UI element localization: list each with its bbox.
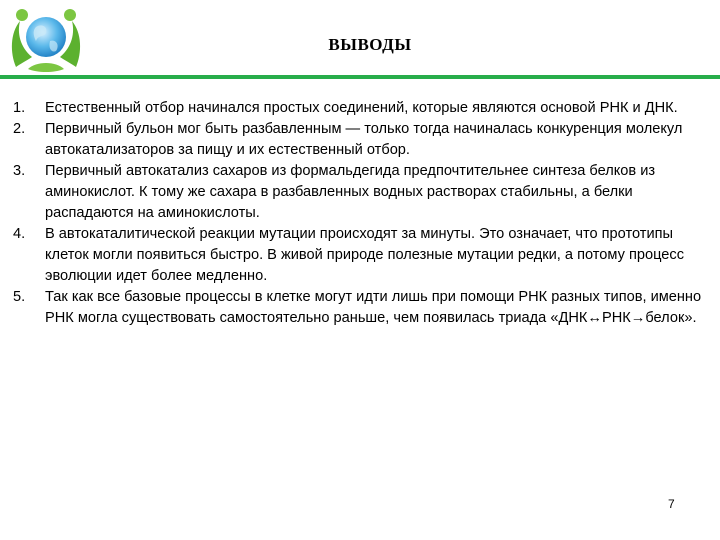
page-number: 7 [668,497,675,511]
list-item-text: Первичный бульон мог быть разбавленным — только тогда начиналась конкуренция молекул автокатализаторов за пищу и их естественный отбор. [45,121,683,158]
list-item-number: 5. [13,289,26,305]
list-item-text: Естественный отбор начинался простых соединений, которые являются основой РНК и ДНК. [45,100,678,116]
list-item-text: Первичный автокатализ сахаров из формальдегида предпочтительнее синтеза белков из аминокислот. К тому же сахара в разбавленных водных растворах стабильны, а белки распадаются на аминокислоты. [45,163,656,221]
list-item-number: 1. [13,100,26,116]
list-item [13,224,703,287]
list-item-number: 4. [13,226,26,242]
list-item [13,287,703,329]
list-item-text: В автокаталитической реакции мутации происходят за минуты. Это означает, что прототипы клеток могли появиться быстро. В живой природе полезные мутации редки, а потому процесс эволюции идет более медленно. [45,226,685,284]
slide-title: ВЫВОДЫ [328,35,412,54]
list-item [13,161,703,224]
list-item-number: 2. [13,121,26,137]
list-item [13,119,703,161]
list-item-text: Так как все базовые процессы в клетке могут идти лишь при помощи РНК разных типов, именно РНК могла существовать самостоятельно раньше, чем появилась триада «ДНК↔РНК→белок». [45,289,702,326]
list-item-number: 3. [13,163,26,179]
title-divider [0,75,720,79]
conclusions-list [13,98,703,329]
list-item [13,98,703,119]
